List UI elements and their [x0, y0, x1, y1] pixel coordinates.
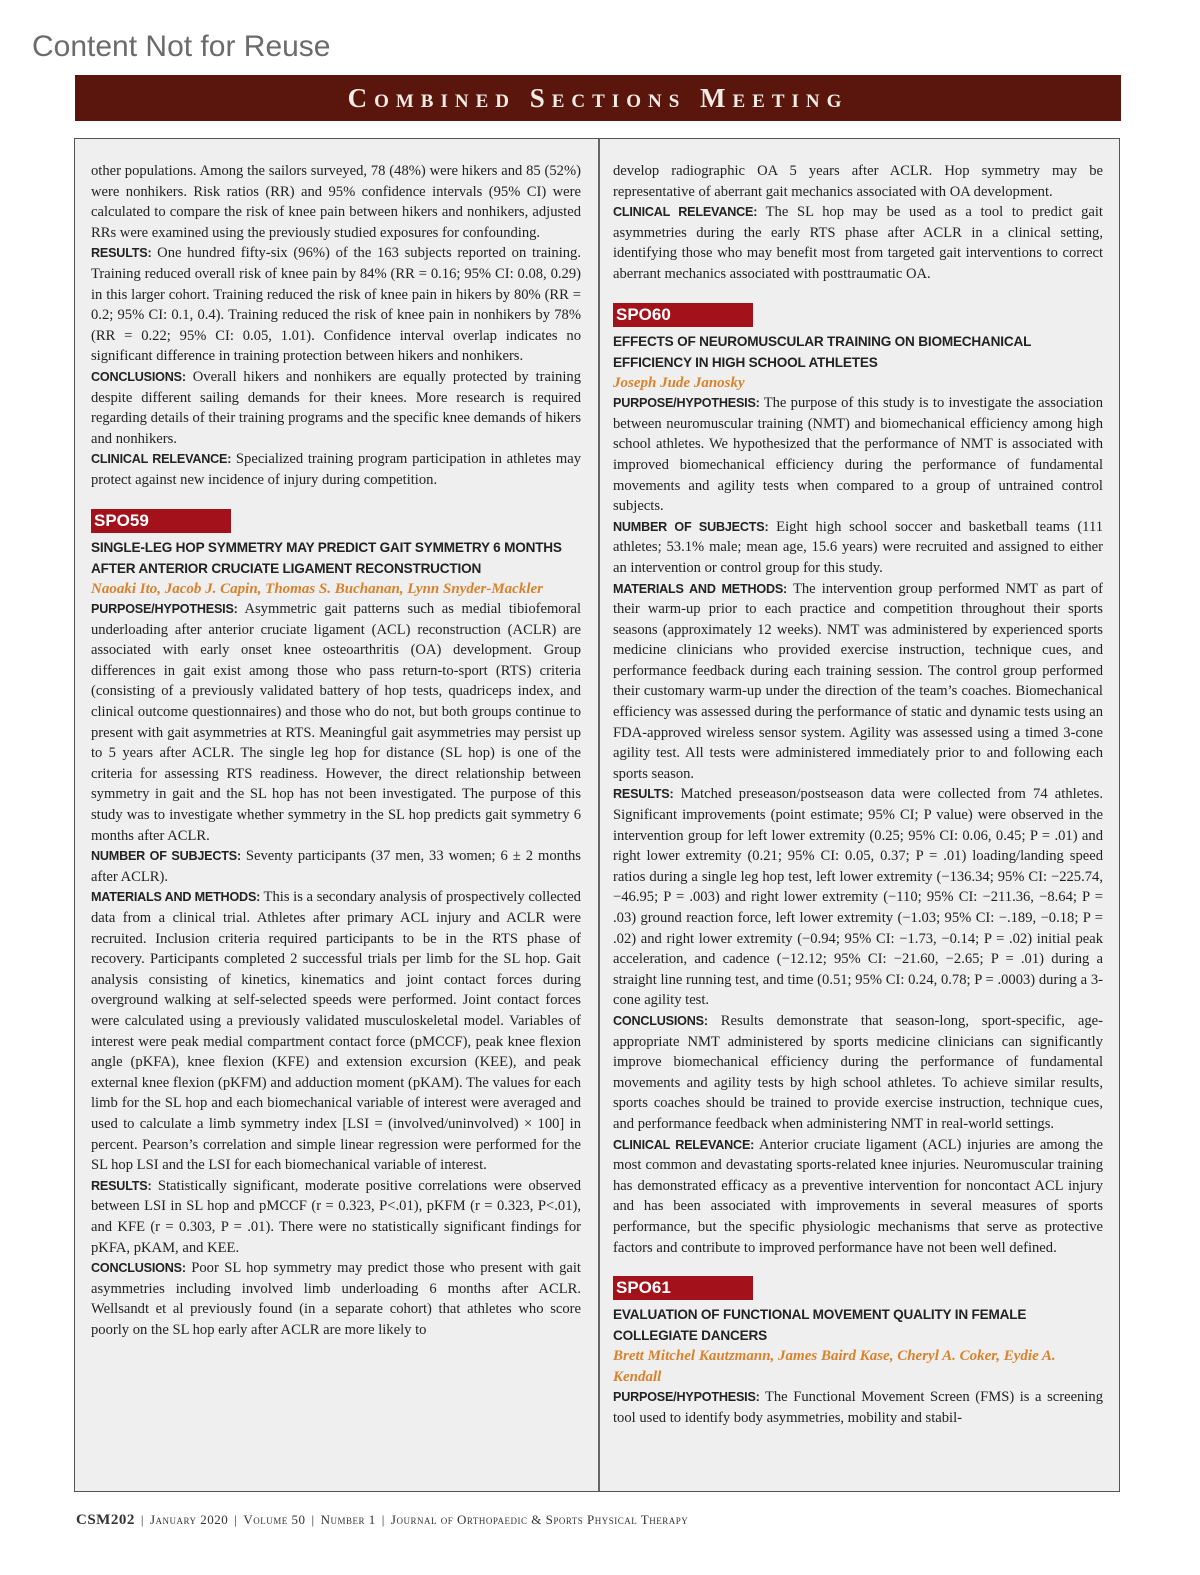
subjects-label: NUMBER OF SUBJECTS:	[613, 519, 769, 534]
conclusions-text: Overall hikers and nonhikers are equally protected by training despite different sailing demands for their knees. More research is required regarding details of their training programs and the specific knee demands of hikers and nonhikers.	[91, 368, 581, 447]
clinical-label: CLINICAL RELEVANCE:	[91, 452, 232, 467]
subjects-text: Seventy participants (37 men, 33 women; 6 ± 2 months after ACLR).	[91, 848, 581, 885]
abstract-authors: Brett Mitchel Kautzmann, James Baird Kase, Cheryl A. Coker, Eydie A. Kendall	[613, 1348, 1056, 1385]
right-column	[613, 161, 1103, 1428]
column-divider	[598, 139, 600, 1491]
left-column	[91, 161, 581, 1340]
abstract-tag-sp061: SPO61	[613, 1276, 753, 1300]
intro-paragraph: other populations. Among the sailors surveyed, 78 (48%) were hikers and 85 (52%) were nonhikers. Risk ratios (RR) and 95% confidence intervals (95% CI) were calculated to compare the risk of knee pain between hikers and nonhikers, adjusted RRs were examined using the previously studied exposures for confounding.	[91, 163, 581, 241]
clinical-text: Anterior cruciate ligament (ACL) injuries are among the most common and devastating sports-related knee injuries. Neuromuscular training has demonstrated efficacy as a preventive intervention for noncontact ACL injury and has been associated with improvements in several measures of sports performance, but the specific physiologic mechanisms that serve as protective factors and contribute to improved performance have not been well defined.	[613, 1136, 1103, 1256]
results-paragraph	[91, 1176, 581, 1258]
page-number: CSM202	[76, 1512, 135, 1528]
purpose-label: PURPOSE/HYPOTHESIS:	[91, 602, 238, 617]
conclusions-label: CONCLUSIONS:	[91, 369, 186, 384]
clinical-paragraph	[91, 449, 581, 490]
conclusions-paragraph	[91, 1258, 581, 1340]
subjects-paragraph	[613, 517, 1103, 579]
results-text: Matched preseason/postseason data were collected from 74 athletes. Significant improvements (point estimate; 95% CI; P value) were observed in the intervention group for left lower extremity (0.25; 95% CI: 0.06, 0.45; P = .01) and right lower extremity (0.21; 95% CI: 0.05, 0.37; P = .01) loading/landing speed ratios during a single leg hop test, left lower extremity (−136.34; 95% CI: −225.74, −46.95; P = .003) and right lower extremity (−110; 95% CI: −211.36, −8.64; P = .03) ground reaction force, left lower extremity (−1.03; 95% CI: −.189, −0.18; P = .02) and right lower extremity (−0.94; 95% CI: −1.73, −0.14; P = .02) initial peak acceleration, and cadence (−12.12; 95% CI: −21.60, −2.65; P = .01) during a straight line running test, and time (0.51; 95% CI: 0.24, 0.78; P = .0003) during a 3-cone agility test.	[613, 786, 1104, 1009]
results-text: Statistically significant, moderate positive correlations were observed between LSI in SL hop and pMCCF (r = 0.323, P<.01), pKFM (r = 0.323, P<.01), and KFE (r = 0.303, P = .01). There were no statistically significant findings for pKFA, pKAM, and KEE.	[91, 1177, 581, 1256]
page-footer: CSM202 | January 2020 | Volume 50 | Number 1 | Journal of Orthopaedic & Sports Physical Therapy	[76, 1512, 689, 1528]
subjects-text: Eight high school soccer and basketball teams (111 athletes; 53.1% male; mean age, 15.6 years) were recruited and assigned to either an intervention or control group for this study.	[613, 518, 1103, 576]
issue-date: January 2020	[149, 1512, 229, 1527]
abstract-tag-sp060: SPO60	[613, 303, 753, 327]
issue-number: Number 1	[320, 1512, 376, 1527]
volume: Volume 50	[243, 1512, 306, 1527]
abstract-title: EFFECTS OF NEUROMUSCULAR TRAINING ON BIOMECHANICAL EFFICIENCY IN HIGH SCHOOL ATHLETES	[613, 333, 1031, 370]
section-banner: Combined Sections Meeting	[75, 75, 1121, 121]
methods-text: This is a secondary analysis of prospectively collected data from a clinical trial. Athletes after primary ACL injury and ACLR were recruited. Inclusion criteria required participants to be in the RTS phase of recovery. Participants completed 2 successful trials per limb for the SL hop. Gait analysis consisting of kinetics, kinematics and joint contact forces during overground walking at self-selected speeds were performed. Joint contact forces were calculated using a previously validated musculoskeletal model. Variables of interest were peak medial compartment contact force (pMCCF), peak knee flexion angle (pKFA), knee flexion (KFE) and extension excursion (KEE), and peak external knee flexion (pKFM) and adduction moment (pKAM). The values for each limb for the SL hop and each biomechanical variable of interest were averaged and used to calculate a limb symmetry index [LSI = (involved/uninvolved) × 100] in percent. Pearson’s correlation and simple linear regression were performed for the SL hop LSI and the LSI for each biomechanical variable of interest.	[91, 889, 581, 1174]
abstract-title: SINGLE-LEG HOP SYMMETRY MAY PREDICT GAIT SYMMETRY 6 MONTHS AFTER ANTERIOR CRUCIATE LIGAMENT RECONSTRUCTION	[91, 539, 562, 576]
purpose-text: The purpose of this study is to investigate the association between neuromuscular training (NMT) and biomechanical efficiency among high school athletes. We hypothesized that the performance of NMT is associated with improved biomechanical efficiency during the performance of fundamental movements and agility tests when compared to a group of untrained control subjects.	[613, 395, 1104, 515]
results-paragraph	[91, 243, 581, 367]
methods-label: MATERIALS AND METHODS:	[613, 581, 788, 596]
methods-text: The intervention group performed NMT as part of their warm-up prior to each practice and competition throughout their sports seasons (approximately 12 weeks). NMT was administered by experienced sports medicine clinicians who provided exercise instruction, technique cues, and performance feedback during each training session. The control group performed their customary warm-up under the direction of the team’s coaches. Biomechanical efficiency was assessed during the performance of static and dynamic tests using an FDA-approved wireless sensor system. Agility was assessed using a timed 3-cone agility test. All tests were administered immediately prior to and following each sports season.	[613, 580, 1103, 782]
purpose-paragraph	[91, 599, 581, 846]
conclusions-paragraph	[613, 1011, 1103, 1135]
purpose-text: Asymmetric gait patterns such as medial tibiofemoral underloading after anterior cruciate ligament (ACL) reconstruction (ACLR) are associated with early onset knee osteoarthritis (OA) development. Group differences in gait exist among those who pass return-to-sport (RTS) criteria (consisting of a previously validated battery of hop tests, quadriceps index, and clinical outcome questionnaires) and those who do not, but both groups continue to present with gait asymmetries at RTS. Meaningful gait asymmetries may persist up to 5 years after ACLR. The single leg hop for distance (SL hop) is one of the criteria for assessing RTS readiness. However, the direct relationship between symmetry in gait and the SL hop has not been investigated. The purpose of this study was to investigate whether symmetry in the SL hop predicts gait symmetry 6 months after ACLR.	[91, 601, 581, 844]
purpose-label: PURPOSE/HYPOTHESIS:	[613, 396, 760, 411]
results-label: RESULTS:	[91, 246, 152, 261]
results-paragraph	[613, 784, 1103, 1011]
results-label: RESULTS:	[91, 1178, 152, 1193]
results-label: RESULTS:	[613, 787, 674, 802]
abstract-title: EVALUATION OF FUNCTIONAL MOVEMENT QUALITY IN FEMALE COLLEGIATE DANCERS	[613, 1307, 1027, 1344]
clinical-text: Specialized training program participation in athletes may protect against new incidence of injury during competition.	[91, 451, 581, 488]
content-frame	[74, 138, 1120, 1492]
clinical-label: CLINICAL RELEVANCE:	[613, 1137, 755, 1152]
intro-paragraph: develop radiographic OA 5 years after ACLR. Hop symmetry may be representative of aberrant gait mechanics associated with OA development.	[613, 163, 1103, 200]
clinical-text: The SL hop may be used as a tool to predict gait asymmetries during the early RTS phase after ACLR in a clinical setting, identifying those who may benefit most from targeted gait interventions to correct aberrant mechanics associated with posttraumatic OA.	[613, 204, 1103, 282]
conclusions-label: CONCLUSIONS:	[91, 1261, 186, 1276]
clinical-paragraph	[613, 202, 1103, 284]
methods-label: MATERIALS AND METHODS:	[91, 890, 261, 905]
conclusions-text: Results demonstrate that season-long, sport-specific, age-appropriate NMT administered by sports medicine clinicians can significantly improve biomechanical efficiency during the performance of fundamental movements and agility tests by high school athletes. To achieve similar results, sports coaches should be trained to provide exercise instruction, technique cues, and performance feedback when administering NMT in real-world settings.	[613, 1012, 1103, 1132]
purpose-label: PURPOSE/HYPOTHESIS:	[613, 1390, 760, 1405]
purpose-paragraph	[613, 1387, 1103, 1428]
conclusions-text: Poor SL hop symmetry may predict those who present with gait asymmetries including involved limb underloading 6 months after ACLR. Wellsandt et al previously found (in a separate cohort) that athletes who score poorly on the SL hop early after ACLR are more likely to	[91, 1260, 581, 1338]
purpose-paragraph	[613, 393, 1103, 517]
subjects-paragraph	[91, 846, 581, 887]
clinical-label: CLINICAL RELEVANCE:	[613, 205, 758, 220]
conclusions-paragraph	[91, 367, 581, 449]
abstract-authors: Naoaki Ito, Jacob J. Capin, Thomas S. Buchanan, Lynn Snyder-Mackler	[91, 580, 543, 597]
abstract-tag-sp059: SPO59	[91, 509, 231, 533]
abstract-authors: Joseph Jude Janosky	[613, 374, 745, 391]
watermark: Content Not for Reuse	[32, 30, 331, 63]
subjects-label: NUMBER OF SUBJECTS:	[91, 849, 241, 864]
conclusions-label: CONCLUSIONS:	[613, 1013, 708, 1028]
methods-paragraph	[613, 579, 1103, 785]
clinical-paragraph	[613, 1135, 1103, 1259]
methods-paragraph	[91, 887, 581, 1175]
results-text: One hundred fifty-six (96%) of the 163 subjects reported on training. Training reduced overall risk of knee pain by 84% (RR = 0.16; 95% CI: 0.08, 0.29) in this larger cohort. Training reduced the risk of knee pain in hikers by 80% (RR = 0.2; 95% CI: 0.1, 0.4). Training reduced the risk of knee pain in nonhikers by 78% (RR = 0.22; 95% CI: 0.05, 1.01). Confidence interval overlap indicates no significant difference in training protection between hikers and nonhikers.	[91, 245, 581, 365]
journal-name: Journal of Orthopaedic & Sports Physical Therapy	[390, 1512, 689, 1527]
purpose-text: The Functional Movement Screen (FMS) is a screening tool used to identify body asymmetries, mobility and stabil-	[613, 1389, 1104, 1426]
